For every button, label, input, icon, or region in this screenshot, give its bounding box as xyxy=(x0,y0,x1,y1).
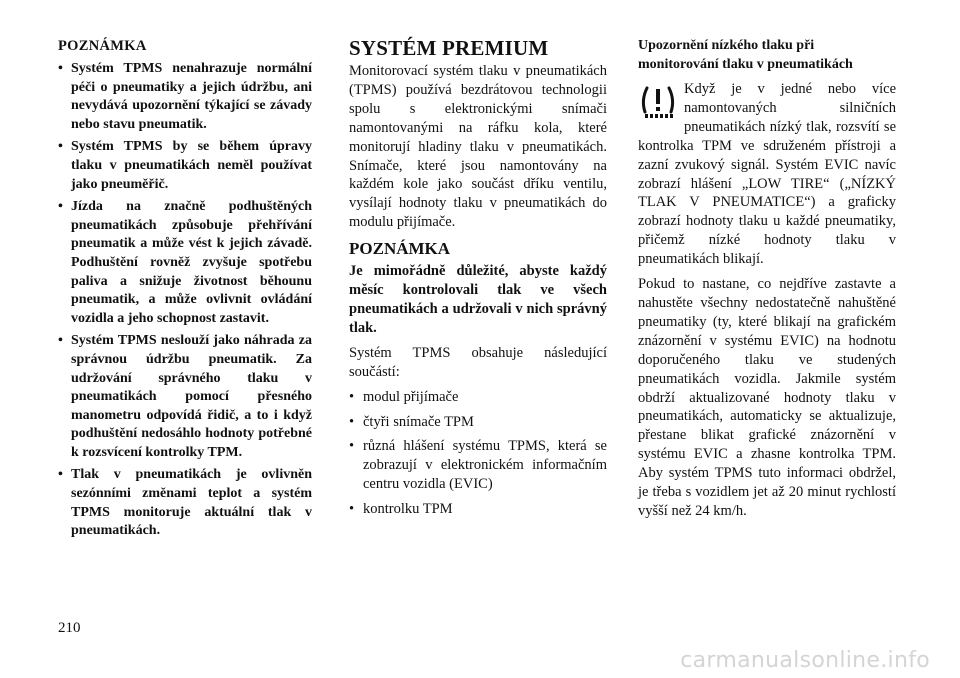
tire-pressure-warning-icon xyxy=(638,82,678,122)
components-intro: Systém TPMS obsahuje následující součástí: xyxy=(349,344,607,380)
intro-paragraph: Monitorovací systém tlaku v pneumatikách (TPMS) používá bezdrátovou technologii spolu s elektronickými snímači namontovanými na ráfku kola, které monitorují hladiny tlaku v pneumatikách. Snímače, které jsou namontovány na každém kole jako součást dříku ventilu, vysílají hodnoty tlaku v pneumatikách do modulu přijímače. xyxy=(349,63,607,231)
list-item: • Systém TPMS nenahrazuje normální péči o pneumatiky a jejich údržbu, ani nevydává upozornění týkající se závady nebo stavu pneumatik. xyxy=(58,60,312,134)
watermark: carmanualsonline.info xyxy=(680,648,930,673)
action-paragraph: Pokud to nastane, co nejdříve zastavte a nahustěte všechny nedostatečně nahuštěné pneumatiky (ty, které blikají na grafickém znázornění v systému EVIC) na hodnotu doporučeného tlaku ve studených pneumatikách vozidla. Jakmile systém obdrží aktualizované hodnoty tlaku v pneumatikách, automaticky se aktualizuje, přestane blikat grafické znázornění v systému EVIC a zhasne kontrolka TPM. Aby systém TPMS tuto informaci obdržel, je třeba s vozidlem jet až 20 minut rychlostí vyšší než 24 km/h. xyxy=(638,276,896,519)
list-item: • kontrolku TPM xyxy=(349,500,607,519)
note-heading: POZNÁMKA xyxy=(58,38,147,54)
right-column xyxy=(638,36,896,527)
list-item: • čtyři snímače TPM xyxy=(349,413,607,432)
components-list xyxy=(349,388,607,519)
warning-block xyxy=(638,80,896,269)
warning-paragraph: Když je v jedné nebo více namontovaných silničních pneumatikách nízký tlak, rozsvítí se kontrolka TPM ve sdruženém přístroji a zazní zvukový signál. Systém EVIC navíc zobrazí hlášení „LOW TIRE“ („NÍZKÝ TLAK V PNEUMATICE“) a graficky zobrazí hodnoty tlaku u každé pneumatiky, přičemž nízké hodnoty tlaku v pneumatikách blikají. xyxy=(638,81,896,268)
section-title: SYSTÉM PREMIUM xyxy=(349,36,549,60)
warning-heading: Upozornění nízkého tlaku při monitorování tlaku v pneumatikách xyxy=(638,38,853,72)
note-text: Je mimořádně důležité, abyste každý měsíc kontrolovali tlak ve všech pneumatikách a udržovali v nich správný tlak. xyxy=(349,263,607,336)
left-column xyxy=(58,36,312,545)
page-number: 210 xyxy=(58,620,81,636)
list-item: • modul přijímače xyxy=(349,388,607,407)
list-item: • různá hlášení systému TPMS, která se zobrazují v elektronickém informačním centru vozidla (EVIC) xyxy=(349,437,607,494)
note-bullet-list xyxy=(58,60,312,541)
list-item: • Systém TPMS neslouží jako náhrada za správnou údržbu pneumatik. Za udržování správného tlaku v pneumatikách pomocí přesného manometru odpovídá řidič, a to i když podhuštění nedosáhlo hodnoty potřebné k rozsvícení kontrolky TPM. xyxy=(58,332,312,462)
list-item: • Jízda na značně podhuštěných pneumatikách způsobuje přehřívání pneumatik a může vést k jejich závadě. Podhuštění rovněž zvyšuje spotřebu paliva a snižuje životnost běhounu pneumatik, a může ovlivnit ovládání vozidla a jeho schopnost zastavit. xyxy=(58,198,312,328)
list-item: • Tlak v pneumatikách je ovlivněn sezónními změnami teplot a systém TPMS monitoruje aktuální tlak v pneumatikách. xyxy=(58,466,312,540)
note-heading: POZNÁMKA xyxy=(349,239,451,259)
middle-column xyxy=(349,36,607,525)
list-item: • Systém TPMS by se během úpravy tlaku v pneumatikách neměl používat jako pneuměřič. xyxy=(58,138,312,194)
